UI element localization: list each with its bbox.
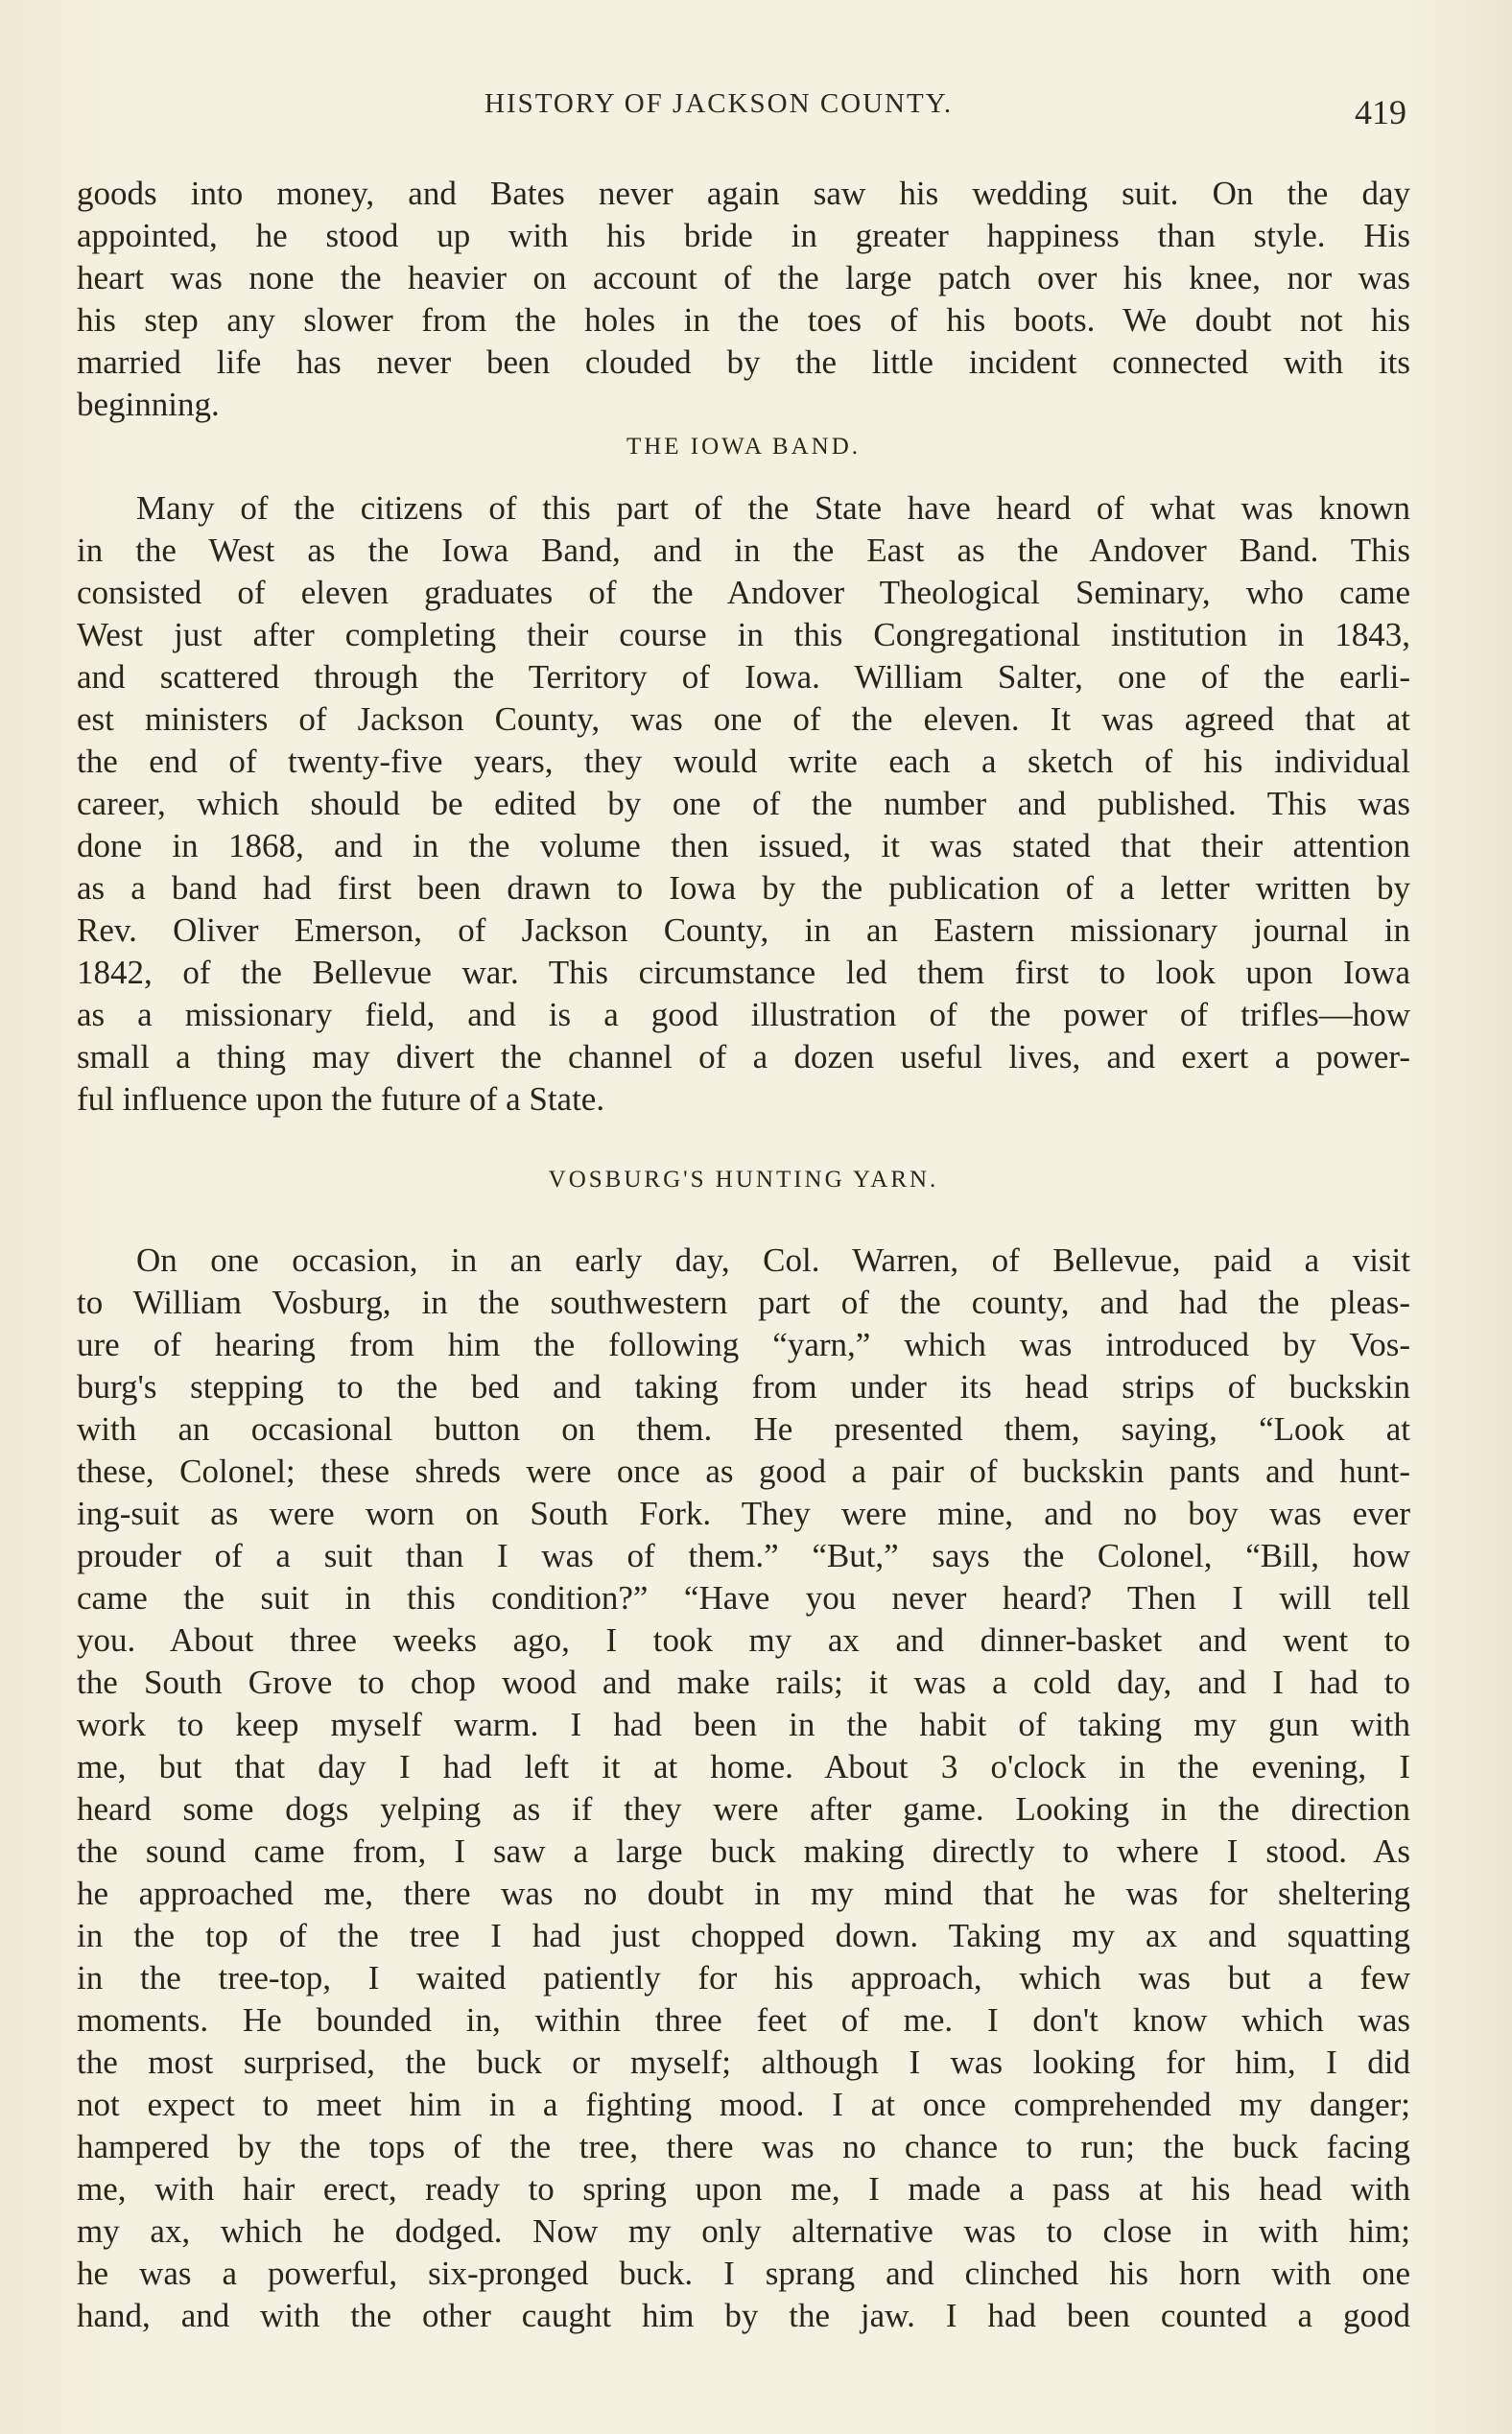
text-line: me, with hair erect, ready to spring upon me, I made a pass at his head with — [77, 2170, 1410, 2208]
text-line: these, Colonel; these shreds were once as good a pair of buckskin pants and hunt- — [77, 1453, 1410, 1490]
text-line: 1842, of the Bellevue war. This circumstance led them first to look upon Iowa — [77, 954, 1410, 991]
text-line: prouder of a suit than I was of them.” “But,” says the Colonel, “Bill, how — [77, 1537, 1410, 1574]
text-line: you. About three weeks ago, I took my ax and dinner-basket and went to — [77, 1621, 1410, 1659]
running-title: HISTORY OF JACKSON COUNTY. — [484, 88, 954, 119]
text-line: hand, and with the other caught him by the jaw. I had been counted a good — [77, 2297, 1410, 2334]
text-line: as a missionary field, and is a good illustration of the power of trifles—how — [77, 996, 1410, 1033]
text-line: On one occasion, in an early day, Col. Warren, of Bellevue, paid a visit — [136, 1241, 1410, 1279]
text-line: came the suit in this condition?” “Have you never heard? Then I will tell — [77, 1579, 1410, 1617]
text-line: heard some dogs yelping as if they were after game. Looking in the direction — [77, 1790, 1410, 1828]
text-line: in the tree-top, I waited patiently for his approach, which was but a few — [77, 1959, 1410, 1997]
text-line: est ministers of Jackson County, was one of the eleven. It was agreed that at — [77, 700, 1410, 738]
text-line: me, but that day I had left it at home. About 3 o'clock in the evening, I — [77, 1748, 1410, 1785]
text-line: hampered by the tops of the tree, there was no chance to run; the buck facing — [77, 2128, 1410, 2165]
text-line: the end of twenty-five years, they would write each a sketch of his individual — [77, 743, 1410, 780]
text-line: beginning. — [77, 386, 220, 423]
text-line: to William Vosburg, in the southwestern part of the county, and had the pleas- — [77, 1284, 1410, 1321]
text-line: done in 1868, and in the volume then issued, it was stated that their attention — [77, 827, 1410, 864]
section-heading-vosburg-yarn: VOSBURG'S HUNTING YARN. — [548, 1167, 939, 1193]
text-line: appointed, he stood up with his bride in greater happiness than style. His — [77, 217, 1410, 254]
text-line: his step any slower from the holes in the toes of his boots. We doubt not his — [77, 301, 1410, 339]
text-line: my ax, which he dodged. Now my only alternative was to close in with him; — [77, 2212, 1410, 2250]
text-line: work to keep myself warm. I had been in the habit of taking my gun with — [77, 1706, 1410, 1743]
text-line: the South Grove to chop wood and make rails; it was a cold day, and I had to — [77, 1664, 1410, 1701]
text-line: with an occasional button on them. He presented them, saying, “Look at — [77, 1410, 1410, 1448]
text-line: the most surprised, the buck or myself; although I was looking for him, I did — [77, 2044, 1410, 2081]
text-line: heart was none the heavier on account of the large patch over his knee, nor was — [77, 259, 1410, 296]
text-line: consisted of eleven graduates of the Andover Theological Seminary, who came — [77, 574, 1410, 611]
text-line: ful influence upon the future of a State. — [77, 1080, 605, 1118]
text-line: he approached me, there was no doubt in my mind that he was for sheltering — [77, 1875, 1410, 1912]
text-line: not expect to meet him in a fighting mood. I at once comprehended my danger; — [77, 2086, 1410, 2123]
paragraph-iowa-band — [77, 487, 1410, 1121]
text-line: ure of hearing from him the following “yarn,” which was introduced by Vos- — [77, 1326, 1410, 1363]
text-line: Many of the citizens of this part of the State have heard of what was known — [136, 489, 1410, 527]
page-body — [77, 173, 1410, 2337]
text-line: moments. He bounded in, within three feet of me. I don't know which was — [77, 2001, 1410, 2039]
text-line: and scattered through the Territory of Iowa. William Salter, one of the earli- — [77, 658, 1410, 696]
text-line: small a thing may divert the channel of a dozen useful lives, and exert a power- — [77, 1038, 1410, 1075]
text-line: married life has never been clouded by the little incident connected with its — [77, 343, 1410, 381]
text-line: in the West as the Iowa Band, and in the East as the Andover Band. This — [77, 532, 1410, 569]
text-line: West just after completing their course in this Congregational institution in 1843, — [77, 616, 1410, 653]
text-line: as a band had first been drawn to Iowa by the publication of a letter written by — [77, 869, 1410, 907]
text-line: ing-suit as were worn on South Fork. They were mine, and no boy was ever — [77, 1495, 1410, 1532]
section-heading-iowa-band: THE IOWA BAND. — [626, 434, 862, 460]
paragraph-continuation — [77, 173, 1410, 426]
paragraph-vosburg-yarn — [77, 1240, 1410, 2337]
page-number: 419 — [1355, 93, 1406, 131]
text-line: burg's stepping to the bed and taking from under its head strips of buckskin — [77, 1368, 1410, 1406]
text-line: goods into money, and Bates never again saw his wedding suit. On the day — [77, 175, 1410, 212]
text-line: in the top of the tree I had just chopped down. Taking my ax and squatting — [77, 1917, 1410, 1954]
text-line: career, which should be edited by one of the number and published. This was — [77, 785, 1410, 822]
text-line: he was a powerful, six-pronged buck. I sprang and clinched his horn with one — [77, 2255, 1410, 2292]
text-line: the sound came from, I saw a large buck making directly to where I stood. As — [77, 1832, 1410, 1870]
text-line: Rev. Oliver Emerson, of Jackson County, in an Eastern missionary journal in — [77, 911, 1410, 949]
